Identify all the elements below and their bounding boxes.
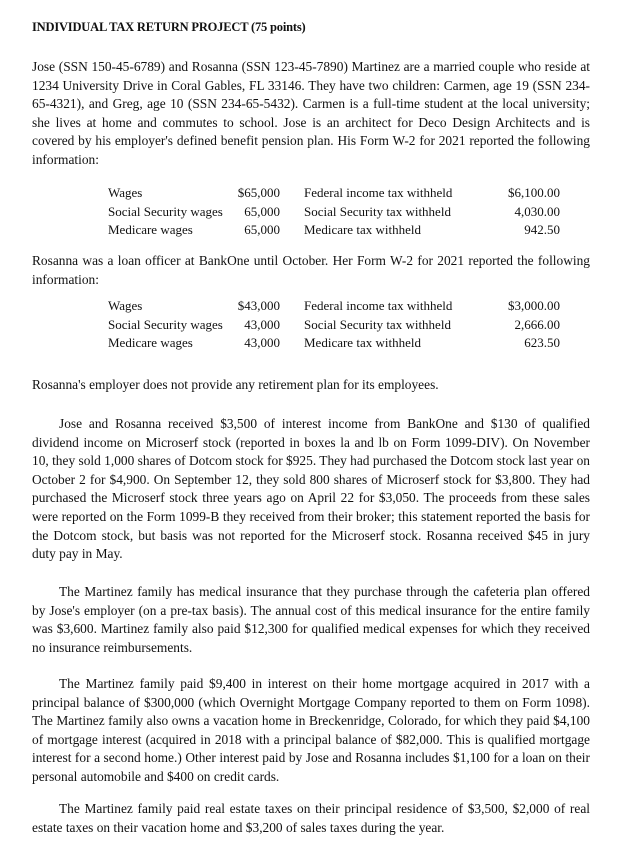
- rosanna-intro-paragraph: Rosanna was a loan officer at BankOne until October. Her Form W-2 for 2021 reported the following information:: [32, 253, 590, 287]
- table-row: [108, 316, 560, 335]
- page-title: INDIVIDUAL TAX RETURN PROJECT (75 points): [32, 20, 306, 34]
- w2-label: Medicare wages: [108, 335, 193, 351]
- w2-amount: 942.50: [524, 222, 560, 238]
- w2-label: Federal income tax withheld: [304, 298, 453, 313]
- retirement-note: Rosanna's employer does not provide any retirement plan for its employees.: [32, 377, 439, 392]
- w2-amount: $6,100.00: [508, 185, 560, 200]
- interest-paragraph: Jose and Rosanna received $3,500 of interest income from BankOne and $130 of qualified dividend income on Microserf stock (reported in boxes la and lb on Form 1099-DIV). On November 10, they sold 1,000 shares of Dotcom stock for $925. They had purchased the Dotcom stock last year on October 2 for $4,900. On September 12, they sold 800 shares of Microserf stock for $3,800. They had purchased the Microserf stock three years ago on April 22 for $3,050. The proceeds from these sales were reported on the Form 1099-B they received from their broker; this statement reported the basis for the Dotcom stock, but basis was not reported for the Microserf stock. Rosanna received $45 in jury duty pay in May.: [32, 416, 590, 562]
- w2-amount: 65,000: [244, 222, 280, 238]
- mortgage-paragraph: The Martinez family paid $9,400 in interest on their home mortgage acquired in 2017 with a principal balance of $300,000 (which Overnight Mortgage Company reported to them on Form 1098). The Martinez family also owns a vacation home in Breckenridge, Colorado, for which they paid $4,100 of mortgage interest (acquired in 2018 with a principal balance of $82,000. This is qualified mortgage interest for a second home.) Other interest paid by Jose and Rosanna includes $1,100 for a loan on their personal automobile and $400 on credit cards.: [32, 676, 590, 784]
- table-row: [108, 203, 560, 222]
- medical-paragraph: The Martinez family has medical insurance that they purchase through the cafeteria plan offered by Jose's employer (on a pre-tax basis). The annual cost of this medical insurance for the entire family was $3,600. Martinez family also paid $12,300 for qualified medical expenses for which they received no insurance reimbursements.: [32, 584, 590, 655]
- w2-amount: $3,000.00: [508, 298, 560, 313]
- table-row: [108, 334, 560, 353]
- w2-label: Social Security wages: [108, 316, 223, 332]
- taxes-paragraph: The Martinez family paid real estate taxes on their principal residence of $3,500, $2,000 of real estate taxes on their vacation home and $3,200 of sales taxes during the year.: [32, 801, 590, 835]
- w2-label: Social Security wages: [108, 203, 223, 219]
- intro-paragraph: Jose (SSN 150-45-6789) and Rosanna (SSN 123-45-7890) Martinez are a married couple who reside at 1234 University Drive in Coral Gables, FL 33146. They have two children: Carmen, age 19 (SSN 234-65-4321), and Greg, age 10 (SSN 234-65-5432). Carmen is a full-time student at the local university; she lives at home and commutes to school. Jose is an architect for Deco Design Architects and is covered by his employer's defined benefit pension plan. His Form W-2 for 2021 reported the following information:: [32, 59, 590, 167]
- w2-label: Wages: [108, 298, 143, 313]
- w2-label: Social Security tax withheld: [304, 316, 451, 332]
- w2-amount: 623.50: [524, 335, 560, 351]
- table-row: [108, 297, 560, 316]
- w2-amount: 43,000: [244, 335, 280, 351]
- w2-label: Social Security tax withheld: [304, 203, 451, 219]
- w2-label: Medicare tax withheld: [304, 222, 421, 238]
- w2-label: Wages: [108, 185, 143, 200]
- w2-amount: 4,030.00: [514, 203, 560, 219]
- w2-amount: 43,000: [244, 316, 280, 332]
- w2-amount: 65,000: [244, 203, 280, 219]
- table-row: [108, 184, 560, 203]
- w2-label: Medicare wages: [108, 222, 193, 238]
- w2-amount: $65,000: [237, 185, 280, 200]
- w2-amount: 2,666.00: [514, 316, 560, 332]
- w2-label: Federal income tax withheld: [304, 185, 453, 200]
- rosanna-w2-table: [108, 297, 560, 353]
- w2-amount: $43,000: [237, 298, 280, 313]
- jose-w2-table: [108, 184, 560, 240]
- w2-label: Medicare tax withheld: [304, 335, 421, 351]
- table-row: [108, 221, 560, 240]
